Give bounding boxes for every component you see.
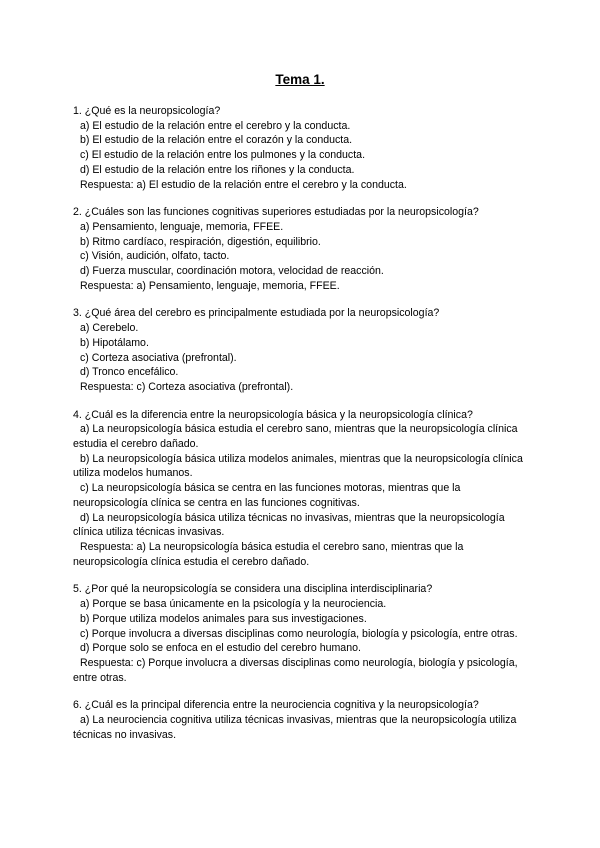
option-c: c) El estudio de la relación entre los pulmones y la conducta. [80, 149, 366, 162]
question-block [73, 408, 533, 570]
option-c: c) Visión, audición, olfato, tacto. [80, 250, 230, 263]
option-d: d) Porque solo se enfoca en el estudio del cerebro humano. [80, 642, 361, 655]
answer-text: Respuesta: a) El estudio de la relación entre el cerebro y la conducta. [80, 178, 407, 191]
question-block [73, 698, 533, 742]
answer-text: Respuesta: a) La neuropsicología básica estudia el cerebro sano, mientras que la neuropsicología clínica estudia el cerebro dañado. [73, 540, 464, 568]
question-block [73, 104, 533, 192]
question-list [73, 104, 533, 755]
option-a: a) Pensamiento, lenguaje, memoria, FFEE. [80, 220, 284, 233]
option-d: d) La neuropsicología básica utiliza técnicas no invasivas, mientras que la neuropsicología clínica utiliza técnicas invasivas. [73, 511, 505, 539]
option-d: d) El estudio de la relación entre los riñones y la conducta. [80, 163, 355, 176]
option-c: c) La neuropsicología básica se centra en las funciones motoras, mientras que la neuropsicología clínica se centra en las funciones cognitivas. [73, 482, 461, 509]
option-b: b) Porque utiliza modelos animales para sus investigaciones. [80, 612, 367, 625]
option-a: a) La neurociencia cognitiva utiliza técnicas invasivas, mientras que la neuropsicología utiliza técnicas no invasivas. [73, 714, 517, 741]
question-text: 4. ¿Cuál es la diferencia entre la neuropsicología básica y la neuropsicología clínica? [73, 408, 473, 421]
option-b: b) La neuropsicología básica utiliza modelos animales, mientras que la neuropsicología clínica utiliza modelos humanos. [73, 452, 523, 480]
option-a: a) El estudio de la relación entre el cerebro y la conducta. [80, 119, 351, 132]
option-d: d) Tronco encefálico. [80, 366, 179, 379]
option-c: c) Porque involucra a diversas disciplinas como neurología, biología y psicología, entre otras. [80, 627, 518, 640]
option-b: b) Hipotálamo. [80, 336, 149, 349]
option-a: a) Porque se basa únicamente en la psicología y la neurociencia. [80, 598, 387, 611]
question-block [73, 582, 533, 685]
option-b: b) El estudio de la relación entre el corazón y la conducta. [80, 134, 353, 147]
answer-text: Respuesta: a) Pensamiento, lenguaje, memoria, FFEE. [80, 279, 340, 292]
option-b: b) Ritmo cardíaco, respiración, digestión, equilibrio. [80, 235, 321, 248]
option-a: a) Cerebelo. [80, 322, 139, 335]
option-c: c) Corteza asociativa (prefrontal). [80, 351, 237, 364]
question-text: 6. ¿Cuál es la principal diferencia entre la neurociencia cognitiva y la neuropsicología? [73, 699, 479, 712]
question-block [73, 205, 533, 293]
question-text: 1. ¿Qué es la neuropsicología? [73, 105, 221, 117]
option-a: a) La neuropsicología básica estudia el cerebro sano, mientras que la neuropsicología clínica estudia el cerebro dañado. [73, 423, 518, 451]
answer-text: Respuesta: c) Corteza asociativa (prefrontal). [80, 380, 294, 393]
answer-text: Respuesta: c) Porque involucra a diversas disciplinas como neurología, biología y psicología, entre otras. [73, 656, 518, 684]
question-text: 2. ¿Cuáles son las funciones cognitivas superiores estudiadas por la neuropsicología? [73, 206, 479, 219]
question-text: 3. ¿Qué área del cerebro es principalmente estudiada por la neuropsicología? [73, 307, 440, 320]
question-block [73, 306, 533, 394]
option-d: d) Fuerza muscular, coordinación motora, velocidad de reacción. [80, 265, 384, 278]
question-text: 5. ¿Por qué la neuropsicología se considera una disciplina interdisciplinaria? [73, 583, 433, 596]
page-title: Tema 1. [275, 72, 325, 87]
